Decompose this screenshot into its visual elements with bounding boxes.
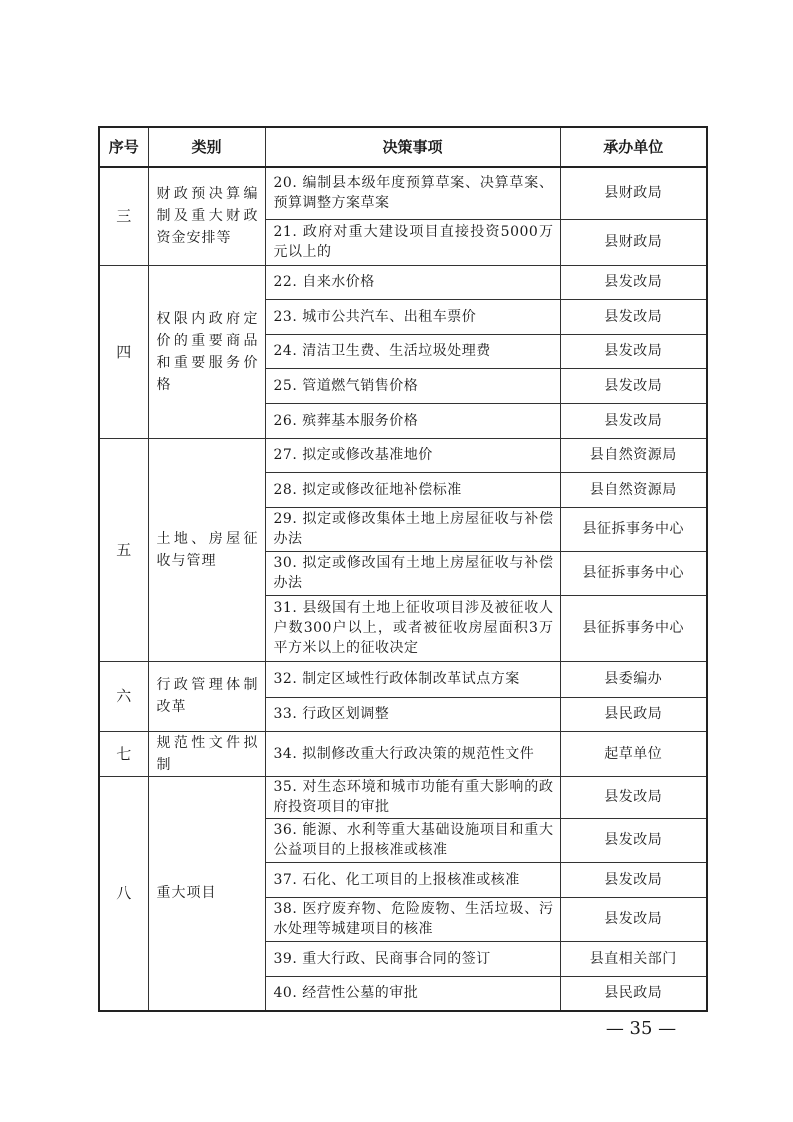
item-cell: 25. 管道燃气销售价格 bbox=[265, 368, 560, 403]
item-cell: 31. 县级国有土地上征收项目涉及被征收人户数300户以上，或者被征收房屋面积3万平方米以上的征收决定 bbox=[265, 595, 560, 661]
item-cell: 23. 城市公共汽车、出租车票价 bbox=[265, 299, 560, 334]
unit-cell: 县民政局 bbox=[560, 697, 707, 731]
unit-cell: 起草单位 bbox=[560, 731, 707, 776]
group-seq: 七 bbox=[99, 731, 148, 776]
group-category: 重大项目 bbox=[148, 776, 265, 1011]
unit-cell: 县发改局 bbox=[560, 265, 707, 299]
unit-cell: 县自然资源局 bbox=[560, 438, 707, 472]
unit-cell: 县发改局 bbox=[560, 862, 707, 897]
header-item: 决策事项 bbox=[265, 127, 560, 167]
table-row bbox=[99, 661, 707, 697]
unit-cell: 县发改局 bbox=[560, 334, 707, 368]
item-cell: 36. 能源、水利等重大基础设施项目和重大公益项目的上报核准或核准 bbox=[265, 818, 560, 862]
item-cell: 35. 对生态环境和城市功能有重大影响的政府投资项目的审批 bbox=[265, 776, 560, 818]
group-category: 行政管理体制改革 bbox=[148, 661, 265, 731]
unit-cell: 县直相关部门 bbox=[560, 941, 707, 976]
group-category: 规范性文件拟制 bbox=[148, 731, 265, 776]
item-cell: 32. 制定区域性行政体制改革试点方案 bbox=[265, 661, 560, 697]
item-cell: 29. 拟定或修改集体土地上房屋征收与补偿办法 bbox=[265, 507, 560, 551]
group-seq: 八 bbox=[99, 776, 148, 1011]
item-cell: 37. 石化、化工项目的上报核准或核准 bbox=[265, 862, 560, 897]
group-category: 财政预决算编制及重大财政资金安排等 bbox=[148, 167, 265, 265]
item-cell: 21. 政府对重大建设项目直接投资5000万元以上的 bbox=[265, 219, 560, 265]
table-row bbox=[99, 438, 707, 472]
unit-cell: 县委编办 bbox=[560, 661, 707, 697]
unit-cell: 县自然资源局 bbox=[560, 472, 707, 507]
unit-cell: 县发改局 bbox=[560, 403, 707, 438]
item-cell: 30. 拟定或修改国有土地上房屋征收与补偿办法 bbox=[265, 551, 560, 595]
header-category: 类别 bbox=[148, 127, 265, 167]
item-cell: 39. 重大行政、民商事合同的签订 bbox=[265, 941, 560, 976]
table-header-row bbox=[99, 127, 707, 167]
unit-cell: 县征拆事务中心 bbox=[560, 551, 707, 595]
item-cell: 27. 拟定或修改基准地价 bbox=[265, 438, 560, 472]
group-seq: 六 bbox=[99, 661, 148, 731]
group-seq: 五 bbox=[99, 438, 148, 661]
item-cell: 38. 医疗废弃物、危险废物、生活垃圾、污水处理等城建项目的核准 bbox=[265, 897, 560, 941]
item-cell: 40. 经营性公墓的审批 bbox=[265, 976, 560, 1011]
table-row bbox=[99, 167, 707, 219]
item-cell: 26. 殡葬基本服务价格 bbox=[265, 403, 560, 438]
item-cell: 33. 行政区划调整 bbox=[265, 697, 560, 731]
unit-cell: 县征拆事务中心 bbox=[560, 595, 707, 661]
item-cell: 20. 编制县本级年度预算草案、决算草案、预算调整方案草案 bbox=[265, 167, 560, 219]
unit-cell: 县发改局 bbox=[560, 818, 707, 862]
header-unit: 承办单位 bbox=[560, 127, 707, 167]
unit-cell: 县发改局 bbox=[560, 368, 707, 403]
unit-cell: 县发改局 bbox=[560, 299, 707, 334]
item-cell: 22. 自来水价格 bbox=[265, 265, 560, 299]
group-seq: 四 bbox=[99, 265, 148, 438]
item-cell: 28. 拟定或修改征地补偿标准 bbox=[265, 472, 560, 507]
unit-cell: 县财政局 bbox=[560, 167, 707, 219]
unit-cell: 县民政局 bbox=[560, 976, 707, 1011]
group-category: 土地、房屋征收与管理 bbox=[148, 438, 265, 661]
item-cell: 24. 清洁卫生费、生活垃圾处理费 bbox=[265, 334, 560, 368]
item-cell: 34. 拟制修改重大行政决策的规范性文件 bbox=[265, 731, 560, 776]
table-row bbox=[99, 731, 707, 776]
unit-cell: 县发改局 bbox=[560, 897, 707, 941]
decision-items-table bbox=[98, 126, 708, 1012]
table-row bbox=[99, 265, 707, 299]
unit-cell: 县财政局 bbox=[560, 219, 707, 265]
unit-cell: 县发改局 bbox=[560, 776, 707, 818]
unit-cell: 县征拆事务中心 bbox=[560, 507, 707, 551]
group-category: 权限内政府定价的重要商品和重要服务价格 bbox=[148, 265, 265, 438]
header-seq: 序号 bbox=[99, 127, 148, 167]
group-seq: 三 bbox=[99, 167, 148, 265]
page-number: — 35 — bbox=[605, 1018, 677, 1039]
table-row bbox=[99, 776, 707, 818]
